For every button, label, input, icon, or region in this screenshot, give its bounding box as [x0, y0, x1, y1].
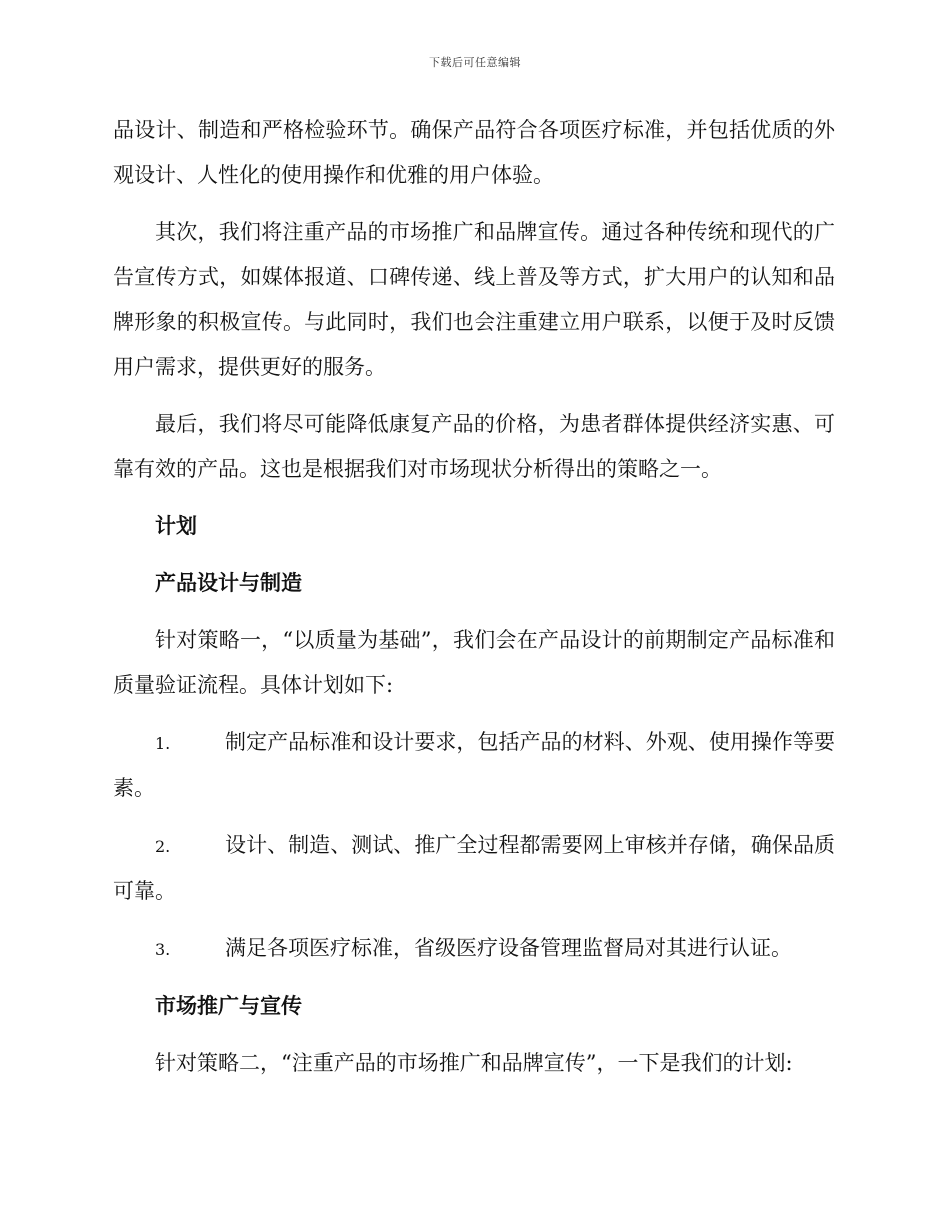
list-item: [113, 926, 835, 972]
list-item-text: 制定产品标准和设计要求，包括产品的材料、外观、使用操作等要素。: [113, 730, 835, 800]
list-item: [113, 720, 835, 811]
heading-product-design: 产品设计与制造: [155, 571, 302, 595]
document-body: [113, 108, 835, 1098]
list-item-text: 满足各项医疗标准，省级医疗设备管理监督局对其进行认证。: [225, 936, 792, 960]
list-number: 3.: [155, 940, 171, 959]
heading-marketing: 市场推广与宣传: [155, 994, 302, 1018]
list-item: [113, 823, 835, 914]
paragraph-marketing-strategy: 其次，我们将注重产品的市场推广和品牌宣传。通过各种传统和现代的广告宣传方式，如媒体报道、口碑传递、线上普及等方式，扩大用户的认知和品牌形象的积极宣传。与此同时，我们也会注重建立用户联系，以便于及时反馈用户需求，提供更好的服务。: [113, 220, 835, 379]
list-number: 1.: [155, 734, 171, 753]
list-number: 2.: [155, 837, 171, 856]
paragraph-strategy-two: 针对策略二，“注重产品的市场推广和品牌宣传”，一下是我们的计划:: [155, 1051, 793, 1075]
heading-plan: 计划: [155, 514, 197, 538]
paragraph-pricing-strategy: 最后，我们将尽可能降低康复产品的价格，为患者群体提供经济实惠、可靠有效的产品。这也是根据我们对市场现状分析得出的策略之一。: [113, 412, 835, 481]
page-header: 下载后可任意编辑: [429, 56, 521, 69]
paragraph-quality: 品设计、制造和严格检验环节。确保产品符合各项医疗标准，并包括优质的外观设计、人性化的使用操作和优雅的用户体验。: [113, 118, 835, 187]
list-item-text: 设计、制造、测试、推广全过程都需要网上审核并存储，确保品质可靠。: [113, 833, 835, 903]
paragraph-strategy-one: 针对策略一，“以质量为基础”，我们会在产品设计的前期制定产品标准和质量验证流程。具体计划如下:: [113, 628, 835, 697]
